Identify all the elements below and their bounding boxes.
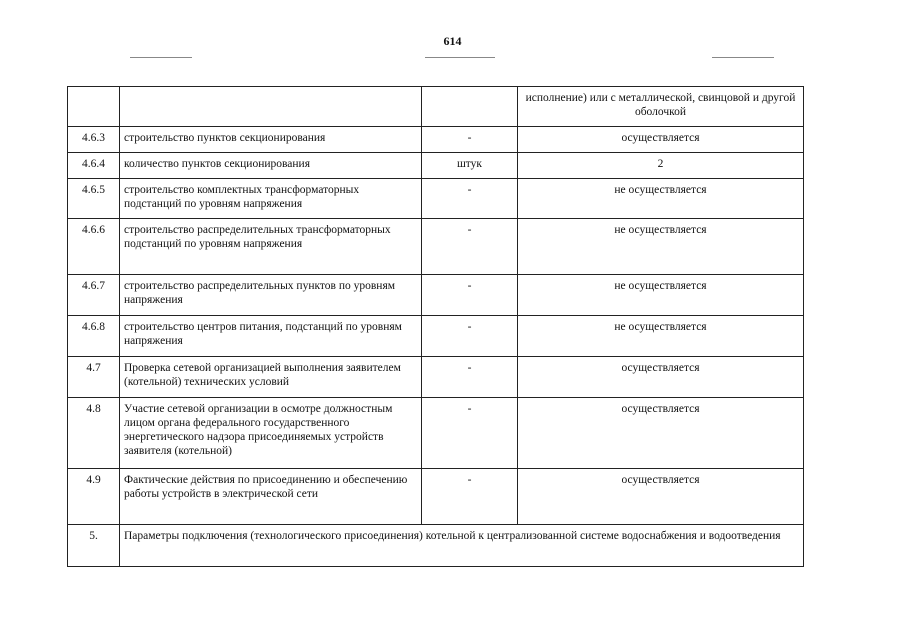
table-row xyxy=(68,127,804,153)
row-number: 4.7 xyxy=(68,357,120,398)
row-description: количество пунктов секционирования xyxy=(120,153,422,179)
table-row xyxy=(68,179,804,219)
row-unit xyxy=(422,87,518,127)
row-number xyxy=(68,87,120,127)
row-value: не осуществляется xyxy=(518,179,804,219)
row-number: 4.6.4 xyxy=(68,153,120,179)
scan-mark xyxy=(130,57,192,58)
row-unit: - xyxy=(422,469,518,525)
scan-mark xyxy=(712,57,774,58)
row-unit: - xyxy=(422,357,518,398)
row-value: 2 xyxy=(518,153,804,179)
row-value: осуществляется xyxy=(518,127,804,153)
row-value: осуществляется xyxy=(518,469,804,525)
scan-mark xyxy=(425,57,495,58)
table-row xyxy=(68,357,804,398)
row-number: 4.6.7 xyxy=(68,275,120,316)
row-number: 4.6.6 xyxy=(68,219,120,275)
section-title: Параметры подключения (технологического присоединения) котельной к централизованной системе водоснабжения и водоотведения xyxy=(120,525,804,567)
row-value: не осуществляется xyxy=(518,316,804,357)
row-number: 4.6.5 xyxy=(68,179,120,219)
row-value: не осуществляется xyxy=(518,219,804,275)
row-number: 4.6.8 xyxy=(68,316,120,357)
row-value: исполнение) или с металлической, свинцовой и другой оболочкой xyxy=(518,87,804,127)
row-unit: - xyxy=(422,316,518,357)
row-value: осуществляется xyxy=(518,398,804,469)
row-number: 4.9 xyxy=(68,469,120,525)
row-description: Проверка сетевой организацией выполнения заявителем (котельной) технических условий xyxy=(120,357,422,398)
row-description: Фактические действия по присоединению и обеспечению работы устройств в электрической сети xyxy=(120,469,422,525)
row-description xyxy=(120,87,422,127)
row-unit: - xyxy=(422,275,518,316)
row-description: строительство распределительных пунктов по уровням напряжения xyxy=(120,275,422,316)
table-row xyxy=(68,469,804,525)
row-unit: - xyxy=(422,219,518,275)
row-description: строительство пунктов секционирования xyxy=(120,127,422,153)
row-number: 4.6.3 xyxy=(68,127,120,153)
parameters-table xyxy=(67,86,804,567)
row-unit: - xyxy=(422,127,518,153)
row-unit: - xyxy=(422,398,518,469)
row-value: не осуществляется xyxy=(518,275,804,316)
row-description: строительство центров питания, подстанций по уровням напряжения xyxy=(120,316,422,357)
table-row xyxy=(68,398,804,469)
row-unit: штук xyxy=(422,153,518,179)
page-number: 614 xyxy=(443,34,462,48)
row-description: строительство распределительных трансформаторных подстанций по уровням напряжения xyxy=(120,219,422,275)
table-row xyxy=(68,153,804,179)
row-unit: - xyxy=(422,179,518,219)
section-number: 5. xyxy=(68,525,120,567)
row-value: осуществляется xyxy=(518,357,804,398)
table-row xyxy=(68,316,804,357)
row-description: строительство комплектных трансформаторных подстанций по уровням напряжения xyxy=(120,179,422,219)
table-row xyxy=(68,275,804,316)
table-row xyxy=(68,87,804,127)
row-description: Участие сетевой организации в осмотре должностным лицом органа федерального государственного энергетического надзора присоединяемых устройств заявителя (котельной) xyxy=(120,398,422,469)
section-row xyxy=(68,525,804,567)
table-row xyxy=(68,219,804,275)
row-number: 4.8 xyxy=(68,398,120,469)
